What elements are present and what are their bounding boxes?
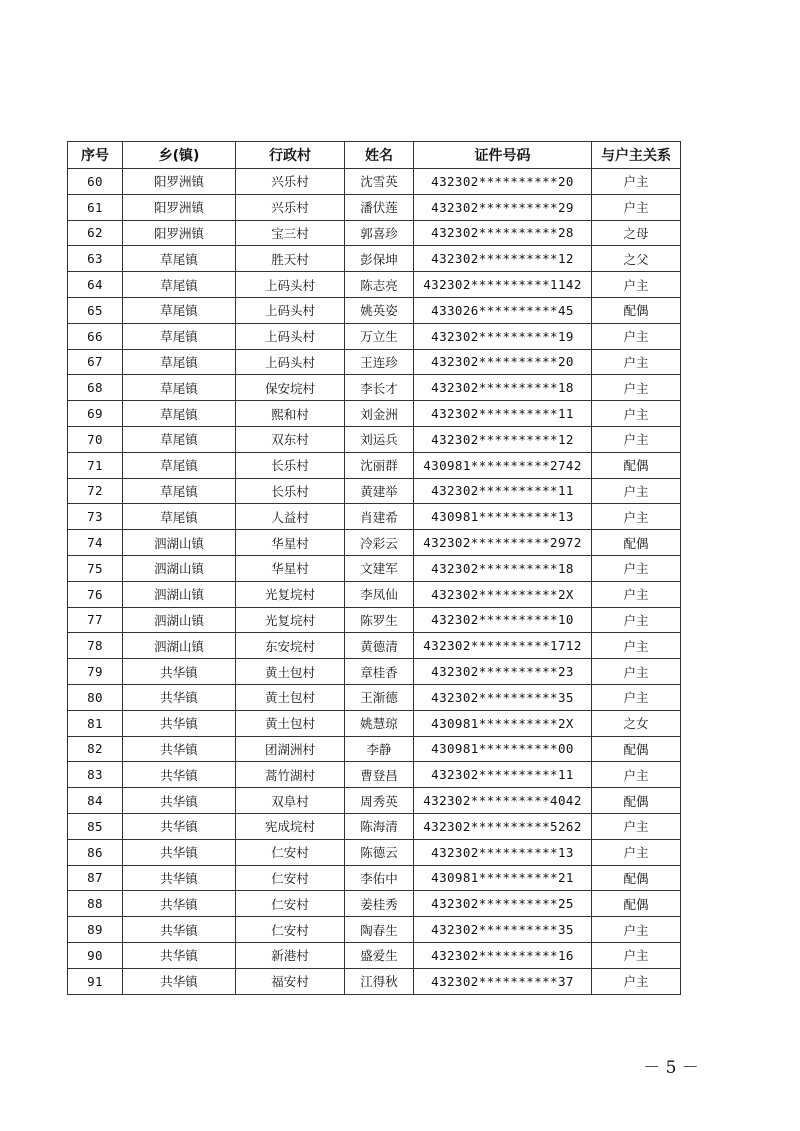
cell-village: 黄土包村 xyxy=(236,684,345,710)
table-row xyxy=(68,220,681,246)
cell-serial-number: 63 xyxy=(68,246,123,272)
cell-name: 沈雪英 xyxy=(345,169,414,195)
cell-village: 兴乐村 xyxy=(236,194,345,220)
table-row xyxy=(68,968,681,994)
cell-name: 文建军 xyxy=(345,555,414,581)
table-row xyxy=(68,736,681,762)
table-row xyxy=(68,607,681,633)
cell-relation: 配偶 xyxy=(592,736,681,762)
cell-relation: 户主 xyxy=(592,323,681,349)
cell-name: 彭保坤 xyxy=(345,246,414,272)
cell-village: 宪成垸村 xyxy=(236,813,345,839)
cell-id-number: 432302**********2972 xyxy=(414,530,592,556)
cell-id-number: 432302**********20 xyxy=(414,169,592,195)
cell-township: 阳罗洲镇 xyxy=(123,194,236,220)
cell-serial-number: 71 xyxy=(68,452,123,478)
cell-relation: 配偶 xyxy=(592,788,681,814)
cell-id-number: 432302**********37 xyxy=(414,968,592,994)
cell-name: 郭喜珍 xyxy=(345,220,414,246)
table-row xyxy=(68,684,681,710)
cell-relation: 户主 xyxy=(592,504,681,530)
table-row xyxy=(68,710,681,736)
cell-relation: 户主 xyxy=(592,684,681,710)
cell-id-number: 430981**********2X xyxy=(414,710,592,736)
cell-village: 福安村 xyxy=(236,968,345,994)
cell-name: 姚英姿 xyxy=(345,297,414,323)
table-row xyxy=(68,401,681,427)
cell-name: 周秀英 xyxy=(345,788,414,814)
cell-village: 上码头村 xyxy=(236,272,345,298)
table-row xyxy=(68,659,681,685)
cell-name: 陈海清 xyxy=(345,813,414,839)
cell-relation: 户主 xyxy=(592,839,681,865)
table-row xyxy=(68,942,681,968)
cell-relation: 之女 xyxy=(592,710,681,736)
cell-id-number: 432302**********28 xyxy=(414,220,592,246)
cell-serial-number: 76 xyxy=(68,581,123,607)
cell-name: 黄德清 xyxy=(345,633,414,659)
cell-serial-number: 78 xyxy=(68,633,123,659)
cell-name: 黄建举 xyxy=(345,478,414,504)
cell-village: 上码头村 xyxy=(236,349,345,375)
cell-name: 李静 xyxy=(345,736,414,762)
cell-id-number: 432302**********25 xyxy=(414,891,592,917)
cell-township: 泗湖山镇 xyxy=(123,581,236,607)
cell-name: 冷彩云 xyxy=(345,530,414,556)
cell-village: 兴乐村 xyxy=(236,169,345,195)
cell-id-number: 432302**********18 xyxy=(414,555,592,581)
cell-township: 泗湖山镇 xyxy=(123,555,236,581)
cell-relation: 户主 xyxy=(592,607,681,633)
cell-township: 共华镇 xyxy=(123,865,236,891)
cell-township: 草尾镇 xyxy=(123,478,236,504)
cell-village: 保安垸村 xyxy=(236,375,345,401)
cell-serial-number: 64 xyxy=(68,272,123,298)
cell-relation: 户主 xyxy=(592,401,681,427)
cell-village: 熙和村 xyxy=(236,401,345,427)
table-row xyxy=(68,504,681,530)
cell-id-number: 432302**********11 xyxy=(414,401,592,427)
cell-relation: 户主 xyxy=(592,633,681,659)
cell-relation: 户主 xyxy=(592,349,681,375)
cell-township: 草尾镇 xyxy=(123,452,236,478)
page-number: － 5 － xyxy=(643,1058,699,1078)
cell-id-number: 430981**********2742 xyxy=(414,452,592,478)
table-row xyxy=(68,581,681,607)
cell-township: 草尾镇 xyxy=(123,323,236,349)
cell-relation: 之父 xyxy=(592,246,681,272)
cell-village: 仁安村 xyxy=(236,917,345,943)
cell-relation: 户主 xyxy=(592,917,681,943)
cell-id-number: 432302**********11 xyxy=(414,478,592,504)
cell-serial-number: 86 xyxy=(68,839,123,865)
cell-id-number: 432302**********20 xyxy=(414,349,592,375)
cell-relation: 户主 xyxy=(592,555,681,581)
cell-id-number: 430981**********13 xyxy=(414,504,592,530)
cell-township: 泗湖山镇 xyxy=(123,607,236,633)
cell-serial-number: 69 xyxy=(68,401,123,427)
cell-name: 肖建希 xyxy=(345,504,414,530)
cell-village: 仁安村 xyxy=(236,839,345,865)
cell-township: 共华镇 xyxy=(123,684,236,710)
cell-serial-number: 85 xyxy=(68,813,123,839)
cell-village: 长乐村 xyxy=(236,478,345,504)
cell-serial-number: 74 xyxy=(68,530,123,556)
cell-relation: 配偶 xyxy=(592,452,681,478)
header-village: 行政村 xyxy=(236,142,345,169)
table-row xyxy=(68,452,681,478)
cell-serial-number: 88 xyxy=(68,891,123,917)
cell-township: 共华镇 xyxy=(123,968,236,994)
table-row xyxy=(68,478,681,504)
table-row xyxy=(68,865,681,891)
cell-township: 共华镇 xyxy=(123,710,236,736)
cell-name: 江得秋 xyxy=(345,968,414,994)
cell-township: 共华镇 xyxy=(123,788,236,814)
cell-village: 上码头村 xyxy=(236,323,345,349)
header-township: 乡(镇) xyxy=(123,142,236,169)
cell-relation: 配偶 xyxy=(592,297,681,323)
cell-township: 泗湖山镇 xyxy=(123,633,236,659)
cell-id-number: 432302**********1142 xyxy=(414,272,592,298)
cell-relation: 户主 xyxy=(592,813,681,839)
cell-township: 草尾镇 xyxy=(123,401,236,427)
cell-township: 草尾镇 xyxy=(123,246,236,272)
cell-village: 双阜村 xyxy=(236,788,345,814)
cell-id-number: 432302**********12 xyxy=(414,246,592,272)
cell-id-number: 430981**********21 xyxy=(414,865,592,891)
cell-township: 共华镇 xyxy=(123,659,236,685)
cell-name: 李长才 xyxy=(345,375,414,401)
table-row xyxy=(68,246,681,272)
table-row xyxy=(68,633,681,659)
cell-village: 双东村 xyxy=(236,426,345,452)
table-row xyxy=(68,917,681,943)
cell-name: 万立生 xyxy=(345,323,414,349)
cell-name: 刘金洲 xyxy=(345,401,414,427)
roster-table xyxy=(67,141,681,995)
cell-id-number: 432302**********23 xyxy=(414,659,592,685)
cell-id-number: 430981**********00 xyxy=(414,736,592,762)
cell-id-number: 433026**********45 xyxy=(414,297,592,323)
cell-name: 王渐德 xyxy=(345,684,414,710)
cell-serial-number: 60 xyxy=(68,169,123,195)
cell-id-number: 432302**********11 xyxy=(414,762,592,788)
cell-serial-number: 81 xyxy=(68,710,123,736)
cell-township: 共华镇 xyxy=(123,736,236,762)
table-row xyxy=(68,426,681,452)
header-serial-number: 序号 xyxy=(68,142,123,169)
table-row xyxy=(68,349,681,375)
table-row xyxy=(68,555,681,581)
cell-serial-number: 61 xyxy=(68,194,123,220)
table-row xyxy=(68,530,681,556)
cell-village: 仁安村 xyxy=(236,891,345,917)
cell-relation: 户主 xyxy=(592,375,681,401)
table-header-row xyxy=(68,142,681,169)
table-row xyxy=(68,375,681,401)
table-row xyxy=(68,891,681,917)
cell-serial-number: 65 xyxy=(68,297,123,323)
cell-village: 人益村 xyxy=(236,504,345,530)
cell-id-number: 432302**********35 xyxy=(414,684,592,710)
cell-township: 草尾镇 xyxy=(123,297,236,323)
cell-serial-number: 79 xyxy=(68,659,123,685)
cell-village: 长乐村 xyxy=(236,452,345,478)
table-row xyxy=(68,272,681,298)
cell-id-number: 432302**********19 xyxy=(414,323,592,349)
cell-serial-number: 67 xyxy=(68,349,123,375)
cell-id-number: 432302**********10 xyxy=(414,607,592,633)
table-row xyxy=(68,169,681,195)
cell-name: 陈志亮 xyxy=(345,272,414,298)
header-name: 姓名 xyxy=(345,142,414,169)
cell-name: 盛爱生 xyxy=(345,942,414,968)
cell-id-number: 432302**********5262 xyxy=(414,813,592,839)
cell-relation: 户主 xyxy=(592,659,681,685)
table-row xyxy=(68,762,681,788)
cell-village: 黄土包村 xyxy=(236,710,345,736)
cell-relation: 配偶 xyxy=(592,530,681,556)
cell-township: 草尾镇 xyxy=(123,272,236,298)
cell-id-number: 432302**********35 xyxy=(414,917,592,943)
cell-id-number: 432302**********18 xyxy=(414,375,592,401)
cell-relation: 配偶 xyxy=(592,865,681,891)
cell-township: 草尾镇 xyxy=(123,504,236,530)
cell-village: 黄土包村 xyxy=(236,659,345,685)
cell-township: 草尾镇 xyxy=(123,349,236,375)
cell-village: 华星村 xyxy=(236,555,345,581)
cell-name: 沈丽群 xyxy=(345,452,414,478)
cell-relation: 之母 xyxy=(592,220,681,246)
cell-name: 姜桂秀 xyxy=(345,891,414,917)
cell-name: 王连珍 xyxy=(345,349,414,375)
cell-name: 刘运兵 xyxy=(345,426,414,452)
cell-name: 李凤仙 xyxy=(345,581,414,607)
cell-township: 阳罗洲镇 xyxy=(123,169,236,195)
cell-name: 陈德云 xyxy=(345,839,414,865)
cell-name: 陈罗生 xyxy=(345,607,414,633)
cell-village: 光复垸村 xyxy=(236,607,345,633)
cell-township: 泗湖山镇 xyxy=(123,530,236,556)
table-row xyxy=(68,323,681,349)
cell-serial-number: 75 xyxy=(68,555,123,581)
cell-village: 团湖洲村 xyxy=(236,736,345,762)
cell-relation: 户主 xyxy=(592,762,681,788)
table-row xyxy=(68,194,681,220)
table-row xyxy=(68,813,681,839)
cell-id-number: 432302**********29 xyxy=(414,194,592,220)
cell-village: 新港村 xyxy=(236,942,345,968)
table-row xyxy=(68,297,681,323)
cell-serial-number: 68 xyxy=(68,375,123,401)
cell-relation: 配偶 xyxy=(592,891,681,917)
cell-village: 蒿竹湖村 xyxy=(236,762,345,788)
cell-serial-number: 66 xyxy=(68,323,123,349)
cell-township: 阳罗洲镇 xyxy=(123,220,236,246)
header-id-number: 证件号码 xyxy=(414,142,592,169)
cell-serial-number: 83 xyxy=(68,762,123,788)
cell-serial-number: 62 xyxy=(68,220,123,246)
cell-relation: 户主 xyxy=(592,169,681,195)
cell-serial-number: 72 xyxy=(68,478,123,504)
table-row xyxy=(68,839,681,865)
cell-name: 章桂香 xyxy=(345,659,414,685)
cell-township: 草尾镇 xyxy=(123,375,236,401)
cell-township: 共华镇 xyxy=(123,917,236,943)
cell-township: 共华镇 xyxy=(123,891,236,917)
cell-village: 宝三村 xyxy=(236,220,345,246)
cell-township: 共华镇 xyxy=(123,813,236,839)
cell-relation: 户主 xyxy=(592,968,681,994)
cell-name: 曹登昌 xyxy=(345,762,414,788)
cell-name: 陶春生 xyxy=(345,917,414,943)
cell-serial-number: 91 xyxy=(68,968,123,994)
cell-id-number: 432302**********2X xyxy=(414,581,592,607)
cell-relation: 户主 xyxy=(592,194,681,220)
cell-village: 华星村 xyxy=(236,530,345,556)
cell-id-number: 432302**********16 xyxy=(414,942,592,968)
cell-serial-number: 80 xyxy=(68,684,123,710)
cell-township: 共华镇 xyxy=(123,762,236,788)
cell-relation: 户主 xyxy=(592,478,681,504)
cell-relation: 户主 xyxy=(592,942,681,968)
cell-relation: 户主 xyxy=(592,426,681,452)
table-row xyxy=(68,788,681,814)
cell-id-number: 432302**********13 xyxy=(414,839,592,865)
header-relation: 与户主关系 xyxy=(592,142,681,169)
cell-township: 共华镇 xyxy=(123,839,236,865)
cell-id-number: 432302**********1712 xyxy=(414,633,592,659)
cell-serial-number: 73 xyxy=(68,504,123,530)
cell-relation: 户主 xyxy=(592,581,681,607)
cell-village: 光复垸村 xyxy=(236,581,345,607)
cell-village: 仁安村 xyxy=(236,865,345,891)
cell-serial-number: 77 xyxy=(68,607,123,633)
cell-name: 潘伏莲 xyxy=(345,194,414,220)
cell-serial-number: 70 xyxy=(68,426,123,452)
cell-serial-number: 84 xyxy=(68,788,123,814)
cell-village: 上码头村 xyxy=(236,297,345,323)
cell-name: 姚慧琼 xyxy=(345,710,414,736)
cell-relation: 户主 xyxy=(592,272,681,298)
cell-id-number: 432302**********12 xyxy=(414,426,592,452)
cell-serial-number: 90 xyxy=(68,942,123,968)
cell-village: 东安垸村 xyxy=(236,633,345,659)
cell-name: 李佑中 xyxy=(345,865,414,891)
cell-serial-number: 89 xyxy=(68,917,123,943)
cell-village: 胜天村 xyxy=(236,246,345,272)
cell-id-number: 432302**********4042 xyxy=(414,788,592,814)
cell-township: 草尾镇 xyxy=(123,426,236,452)
cell-serial-number: 82 xyxy=(68,736,123,762)
cell-serial-number: 87 xyxy=(68,865,123,891)
cell-township: 共华镇 xyxy=(123,942,236,968)
